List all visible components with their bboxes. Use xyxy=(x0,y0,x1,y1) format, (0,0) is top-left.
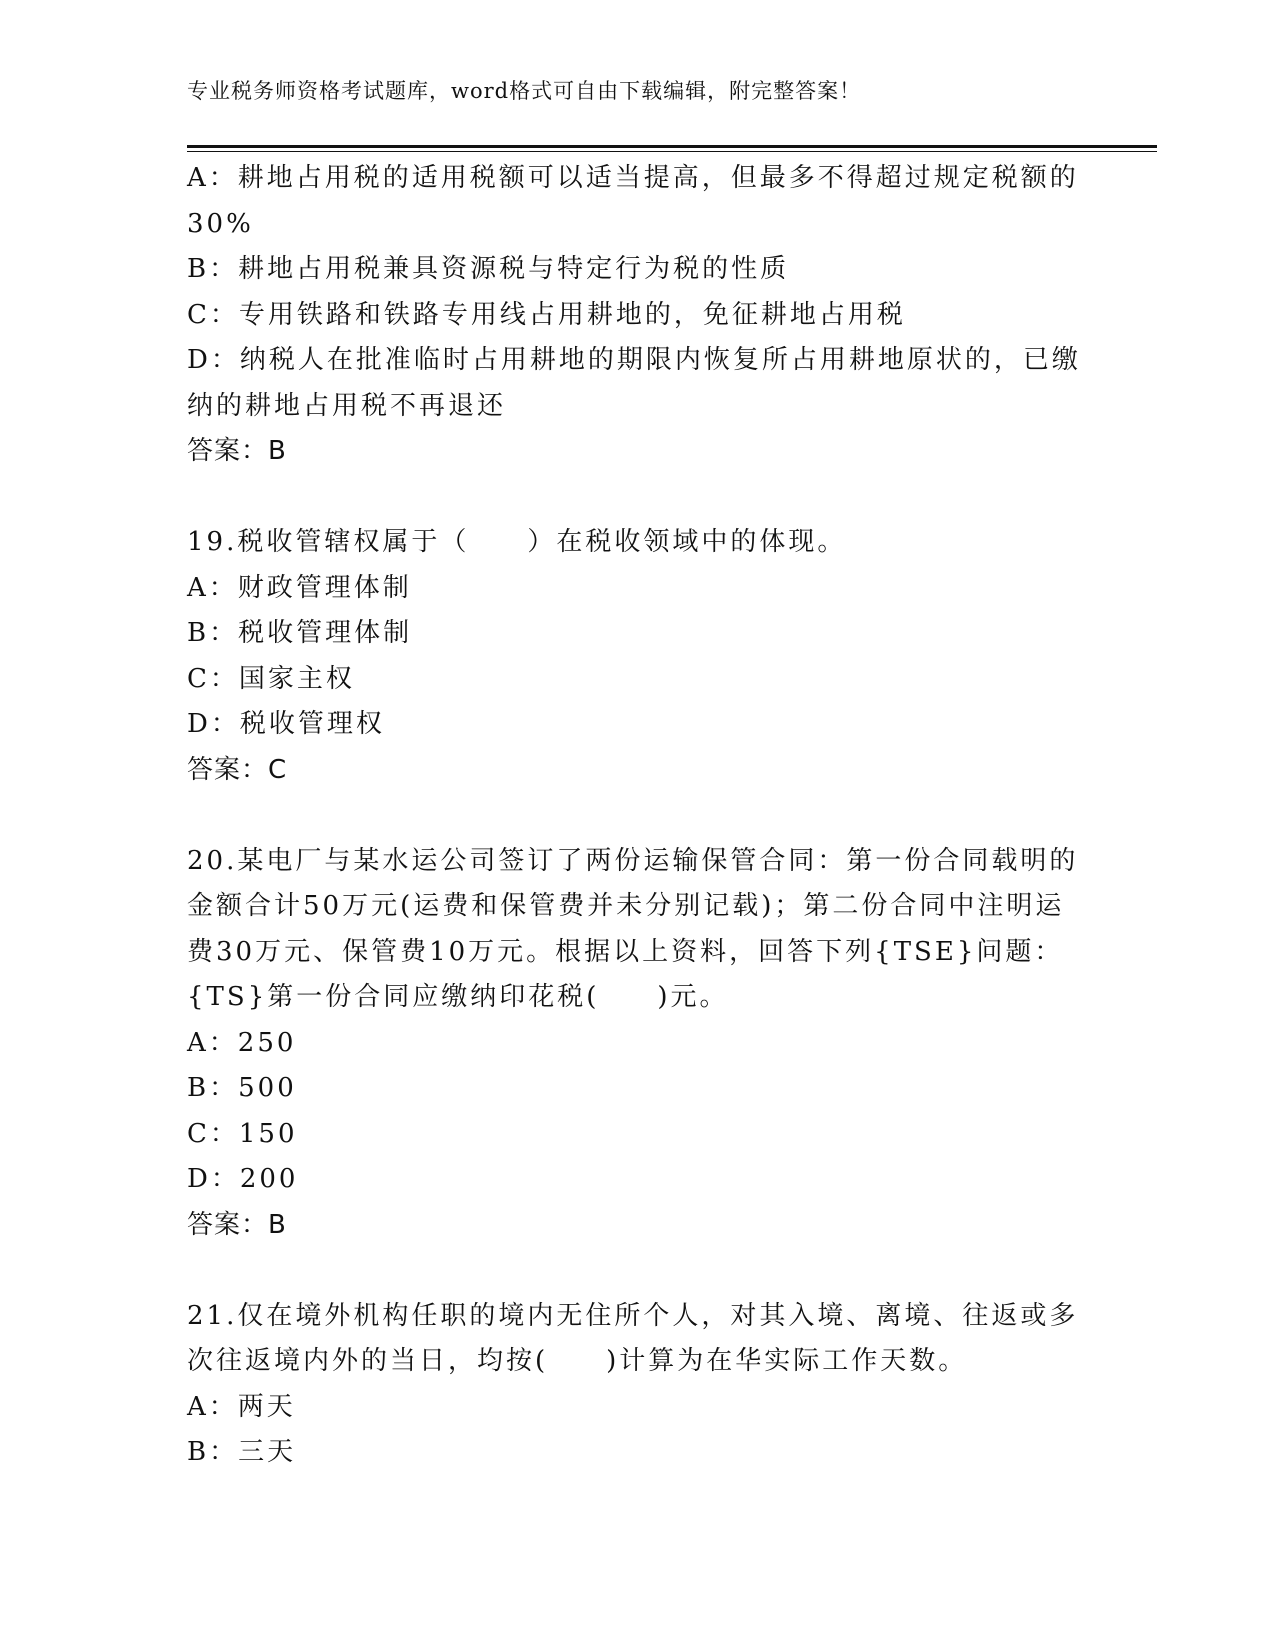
answer: 答案：C xyxy=(187,754,288,785)
header-rule-thick xyxy=(187,145,1157,148)
question-stem-line: 20.某电厂与某水运公司签订了两份运输保管合同：第一份合同载明的 xyxy=(187,845,1079,876)
question-stem: 19.税收管辖权属于（ ）在税收领域中的体现。 xyxy=(187,527,847,557)
option-b: B：耕地占用税兼具资源税与特定行为税的性质 xyxy=(187,254,790,284)
spacer xyxy=(187,475,1077,521)
page-header: 专业税务师资格考试题库，word格式可自由下载编辑，附完整答案！ xyxy=(187,79,862,103)
question-stem-line: 21.仅在境外机构任职的境内无住所个人，对其入境、离境、往返或多 xyxy=(187,1300,1079,1331)
spacer xyxy=(187,793,1077,839)
question-18 xyxy=(187,156,1081,475)
option-d: D：200 xyxy=(187,1164,299,1194)
header-rule-thin xyxy=(187,151,1157,152)
option-a: A：250 xyxy=(187,1027,297,1058)
option-c: C：国家主权 xyxy=(187,663,355,694)
question-20 xyxy=(187,839,1077,1249)
spacer xyxy=(187,1248,1077,1294)
option-a: A：财政管理体制 xyxy=(187,572,412,603)
question-stem-line: 金额合计50万元(运费和保管费并未分别记载)；第二份合同中注明运 xyxy=(187,891,1065,921)
option-d-line: 纳的耕地占用税不再退还 xyxy=(187,390,507,421)
option-d-line: D：纳税人在批准临时占用耕地的期限内恢复所占用耕地原状的，已缴 xyxy=(187,345,1081,375)
option-b: B：三天 xyxy=(187,1437,297,1467)
option-c: C：专用铁路和铁路专用线占用耕地的，免征耕地占用税 xyxy=(187,299,906,330)
option-d: D：税收管理权 xyxy=(187,709,385,739)
answer: 答案：B xyxy=(187,436,287,466)
question-19 xyxy=(187,520,1077,793)
answer: 答案：B xyxy=(187,1209,287,1240)
option-c: C：150 xyxy=(187,1118,298,1149)
question-stem-line: 次往返境内外的当日，均按( )计算为在华实际工作天数。 xyxy=(187,1346,968,1376)
option-a-line: 30% xyxy=(187,208,254,239)
option-a-line: A：耕地占用税的适用税额可以适当提高，但最多不得超过规定税额的 xyxy=(187,163,1079,193)
question-21 xyxy=(187,1294,1077,1476)
question-content xyxy=(187,156,1081,1476)
question-stem-line: 费30万元、保管费10万元。根据以上资料，回答下列{TSE}问题： xyxy=(187,936,1064,967)
option-a: A：两天 xyxy=(187,1391,296,1422)
question-stem-line: {TS}第一份合同应缴纳印花税( )元。 xyxy=(187,982,729,1012)
option-b: B：500 xyxy=(187,1073,297,1103)
option-b: B：税收管理体制 xyxy=(187,618,413,648)
